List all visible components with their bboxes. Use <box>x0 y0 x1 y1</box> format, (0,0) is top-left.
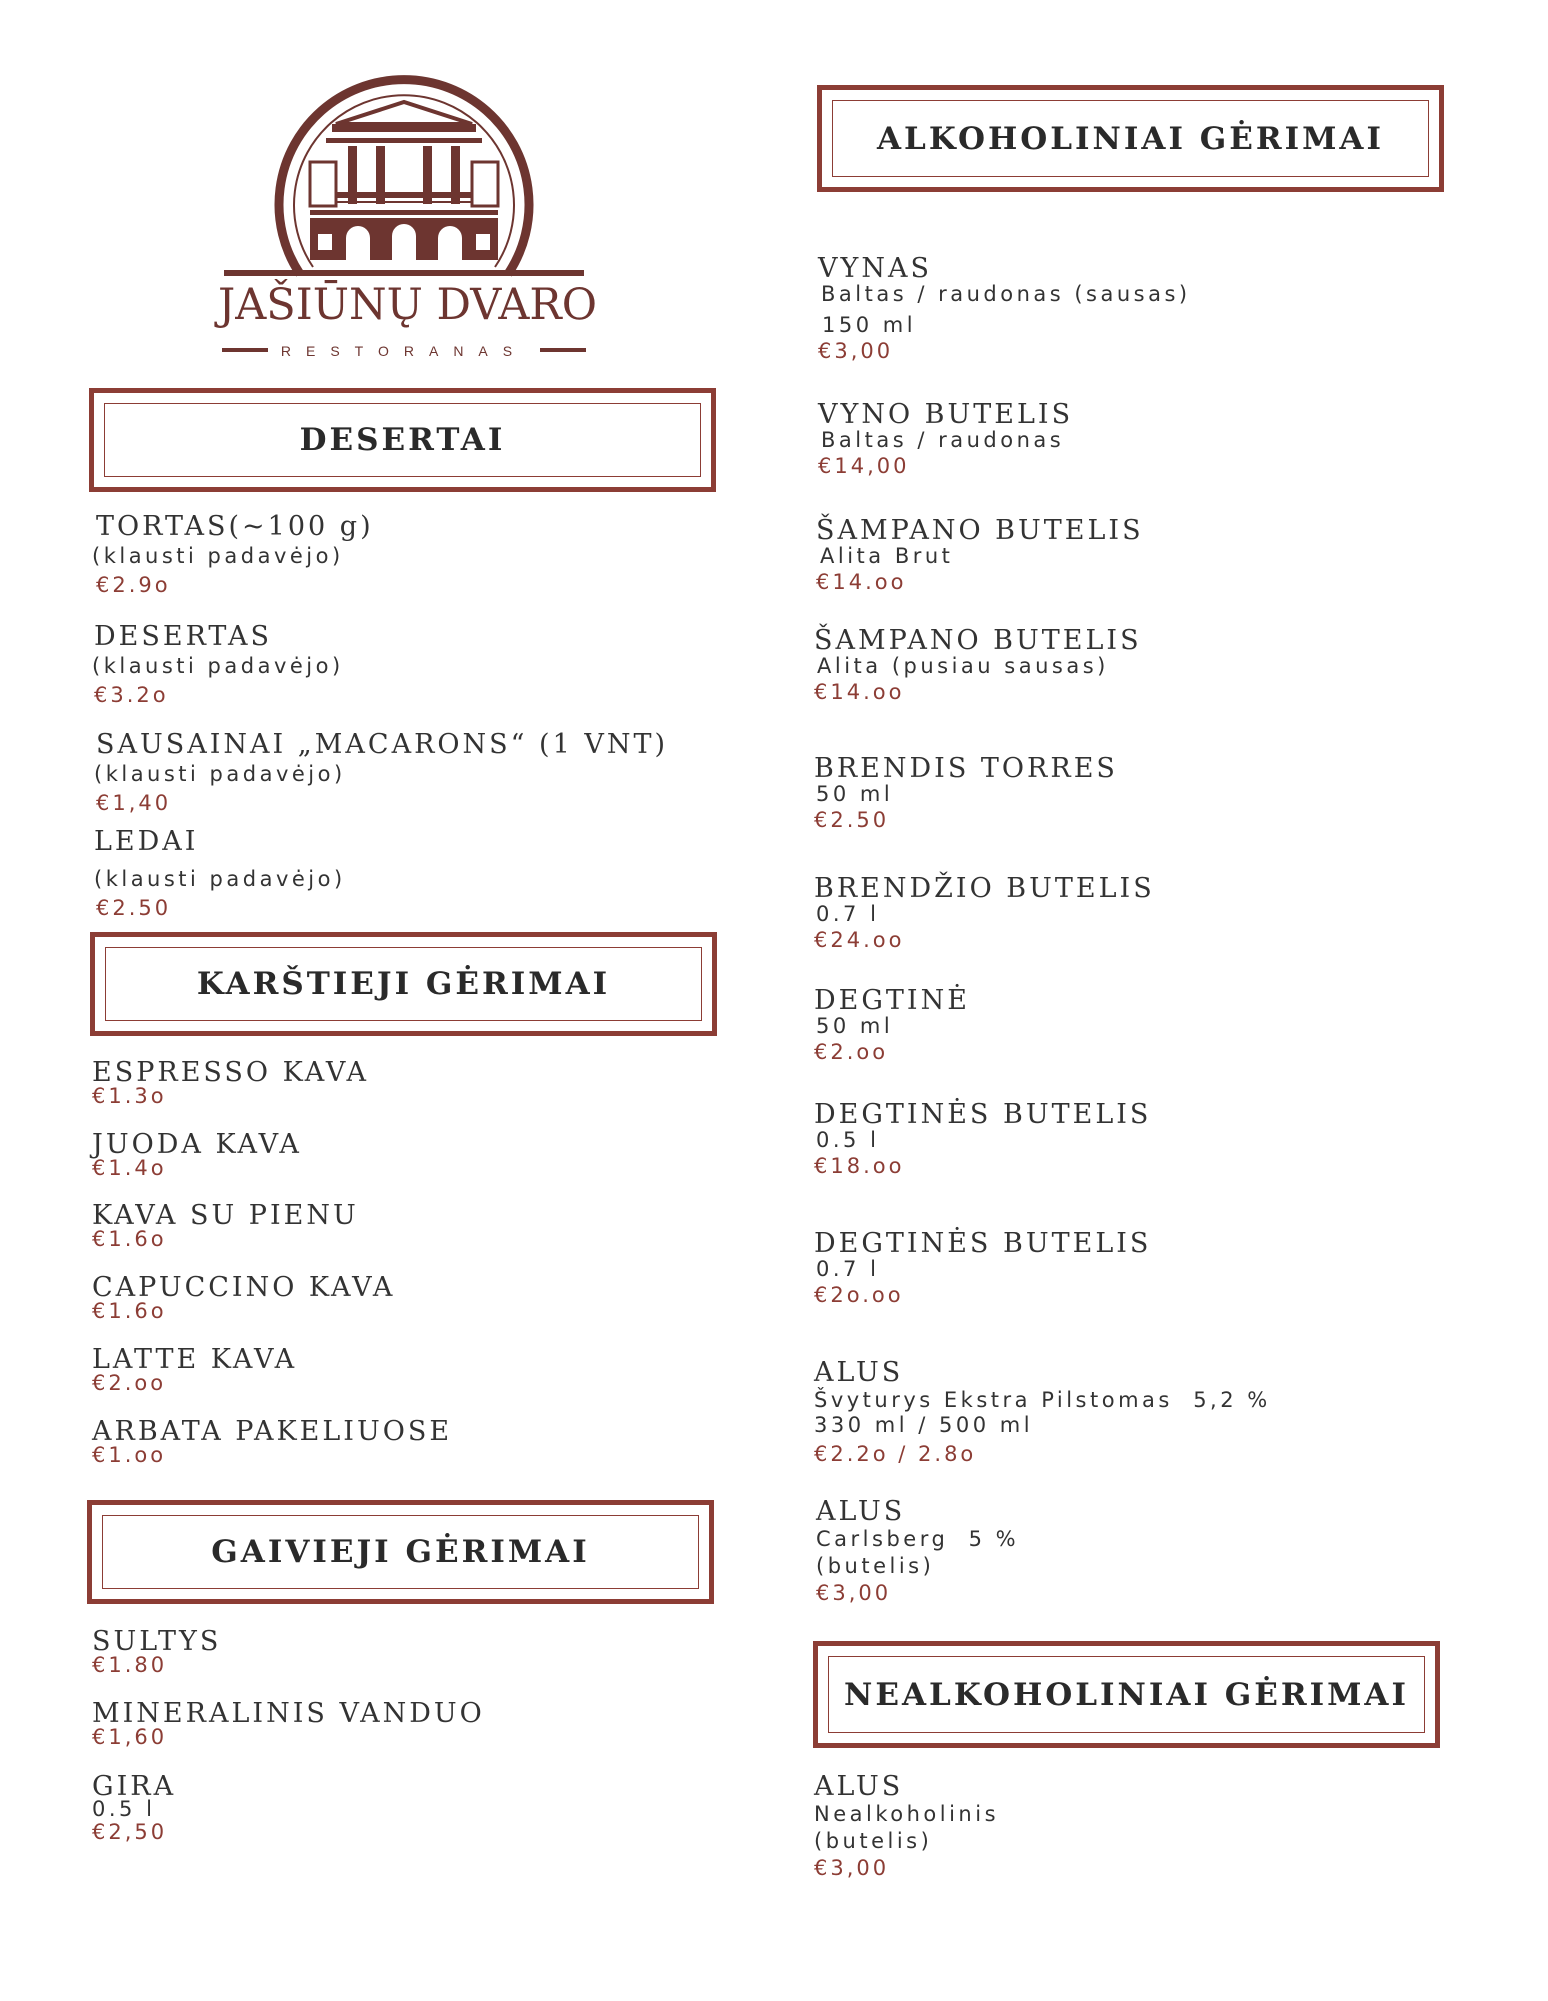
item-description: (klausti padavėjo) <box>92 544 344 568</box>
section-header-frame <box>102 1515 699 1589</box>
menu-item <box>814 754 1118 834</box>
section-title: KARŠTIEJI GĖRIMAI <box>196 966 611 1002</box>
menu-item <box>96 730 668 817</box>
item-name: BRENDŽIO BUTELIS <box>814 873 1155 904</box>
menu-item <box>92 511 374 599</box>
item-price: €2.50 <box>814 808 890 832</box>
item-description: Carlsberg 5 % <box>816 1527 1020 1551</box>
item-description: 50 ml <box>816 782 894 806</box>
item-price: €1.3o <box>92 1084 167 1108</box>
item-name: LATTE KAVA <box>92 1344 298 1375</box>
item-volume: 330 ml / 500 ml <box>814 1413 1034 1437</box>
item-name: ŠAMPANO BUTELIS <box>816 515 1144 546</box>
item-name: GIRA <box>92 1771 177 1802</box>
menu-item <box>818 254 1191 365</box>
section-header-gaivieji <box>87 1500 714 1604</box>
item-description: (klausti padavėjo) <box>94 762 346 786</box>
item-name: VYNAS <box>818 253 932 284</box>
item-name: DEGTINĖS BUTELIS <box>814 1099 1152 1130</box>
menu-item <box>92 1345 297 1397</box>
section-header-nealkoholiniai <box>813 1641 1440 1748</box>
section-header-karstieji <box>90 932 717 1036</box>
item-description: Nealkoholinis <box>814 1802 1000 1826</box>
menu-item <box>92 1627 221 1679</box>
menu-item <box>814 1100 1151 1180</box>
item-description: 0.7 l <box>816 902 880 926</box>
item-description: 0.5 l <box>92 1797 156 1821</box>
item-volume: 150 ml <box>822 313 917 337</box>
section-header-alkoholiniai <box>817 85 1444 192</box>
item-price: €1,60 <box>92 1725 168 1749</box>
item-description: 50 ml <box>816 1014 894 1038</box>
item-description: Baltas / raudonas <box>821 428 1065 452</box>
item-name: DESERTAS <box>94 621 272 652</box>
item-name: SULTYS <box>92 1626 222 1657</box>
item-price: €1,40 <box>96 791 172 815</box>
item-price: €3,00 <box>814 1856 890 1880</box>
item-name: CAPUCCINO KAVA <box>92 1272 396 1303</box>
item-name: SAUSAINAI „MACARONS“ (1 VNT) <box>96 729 669 760</box>
item-price: €2.oo <box>814 1040 889 1064</box>
menu-item <box>94 827 346 922</box>
item-price: €1.oo <box>92 1443 167 1467</box>
item-name: ALUS <box>814 1357 904 1388</box>
menu-item <box>814 874 1155 954</box>
menu-item <box>92 1772 176 1846</box>
item-name: MINERALINIS VANDUO <box>92 1698 485 1729</box>
item-name: KAVA SU PIENU <box>92 1200 359 1231</box>
item-description: Alita Brut <box>820 544 954 568</box>
restaurant-logo <box>218 52 598 362</box>
item-price: €14.oo <box>814 680 905 704</box>
item-description: Švyturys Ekstra Pilstomas 5,2 % <box>814 1388 1271 1412</box>
menu-item <box>814 1358 1271 1468</box>
menu-item <box>814 1229 1151 1309</box>
item-price: €1.80 <box>92 1653 168 1677</box>
item-price: €18.oo <box>814 1154 905 1178</box>
logo-subtitle: RESTORANAS <box>280 343 528 359</box>
item-name: DEGTINĖ <box>814 985 970 1016</box>
menu-item <box>94 622 344 709</box>
menu-item <box>92 1273 395 1325</box>
logo-line-right <box>540 348 586 352</box>
section-header-desertai <box>89 388 716 492</box>
menu-item <box>92 1417 452 1469</box>
item-name: ALUS <box>814 1771 904 1802</box>
section-header-frame <box>104 403 701 477</box>
item-name: JUODA KAVA <box>92 1129 302 1160</box>
menu-item <box>92 1699 485 1751</box>
item-name: ŠAMPANO BUTELIS <box>814 625 1142 656</box>
item-name: ALUS <box>816 1496 906 1527</box>
item-price: €24.oo <box>814 928 905 952</box>
item-name: ARBATA PAKELIUOSE <box>92 1416 453 1447</box>
section-title: GAIVIEJI GĖRIMAI <box>211 1534 590 1570</box>
menu-item <box>92 1058 369 1110</box>
item-price: €2.oo <box>92 1371 167 1395</box>
menu-item <box>816 516 1144 596</box>
item-price: €2,50 <box>92 1820 168 1844</box>
item-price: €2o.oo <box>814 1283 904 1307</box>
section-header-frame <box>832 100 1429 177</box>
menu-item <box>92 1201 359 1253</box>
item-price: €1.6o <box>92 1227 167 1251</box>
item-name: ESPRESSO KAVA <box>92 1057 370 1088</box>
item-price: €3,00 <box>818 339 894 363</box>
item-name: BRENDIS TORRES <box>814 753 1118 784</box>
item-price: €2.2o / 2.8o <box>814 1442 977 1466</box>
item-name: DEGTINĖS BUTELIS <box>814 1228 1152 1259</box>
item-price: €2.9o <box>96 573 171 597</box>
item-price: €3.2o <box>94 683 169 707</box>
item-price: €2.50 <box>96 896 172 920</box>
menu-item <box>814 1772 999 1882</box>
item-description: (klausti padavėjo) <box>92 654 344 678</box>
manor-house-icon <box>218 52 590 292</box>
item-description: 0.5 l <box>816 1128 880 1152</box>
item-price: €3,00 <box>816 1581 892 1605</box>
logo-title: JAŠIŪNŲ DVARO <box>218 280 598 330</box>
item-volume: (butelis) <box>814 1829 933 1853</box>
item-price: €14,00 <box>818 454 910 478</box>
item-price: €14.oo <box>816 570 907 594</box>
item-description: (klausti padavėjo) <box>94 867 346 891</box>
item-price: €1.4o <box>92 1156 167 1180</box>
menu-item <box>816 1497 1019 1607</box>
item-price: €1.6o <box>92 1299 167 1323</box>
item-description: Baltas / raudonas (sausas) <box>821 282 1191 306</box>
item-name: VYNO BUTELIS <box>818 399 1074 430</box>
menu-item <box>814 986 970 1066</box>
item-description: 0.7 l <box>816 1257 880 1281</box>
menu-item <box>814 626 1142 706</box>
section-header-frame <box>828 1656 1425 1733</box>
section-title: ALKOHOLINIAI GĖRIMAI <box>877 120 1384 157</box>
item-name: LEDAI <box>94 826 199 857</box>
menu-item <box>818 400 1073 480</box>
item-name: TORTAS(~100 g) <box>96 511 374 542</box>
item-description: Alita (pusiau sausas) <box>817 654 1109 678</box>
section-title: DESERTAI <box>299 422 506 458</box>
item-volume: (butelis) <box>816 1554 935 1578</box>
section-title: NEALKOHOLINIAI GĖRIMAI <box>844 1676 1409 1713</box>
menu-item <box>92 1130 302 1182</box>
section-header-frame <box>105 947 702 1021</box>
